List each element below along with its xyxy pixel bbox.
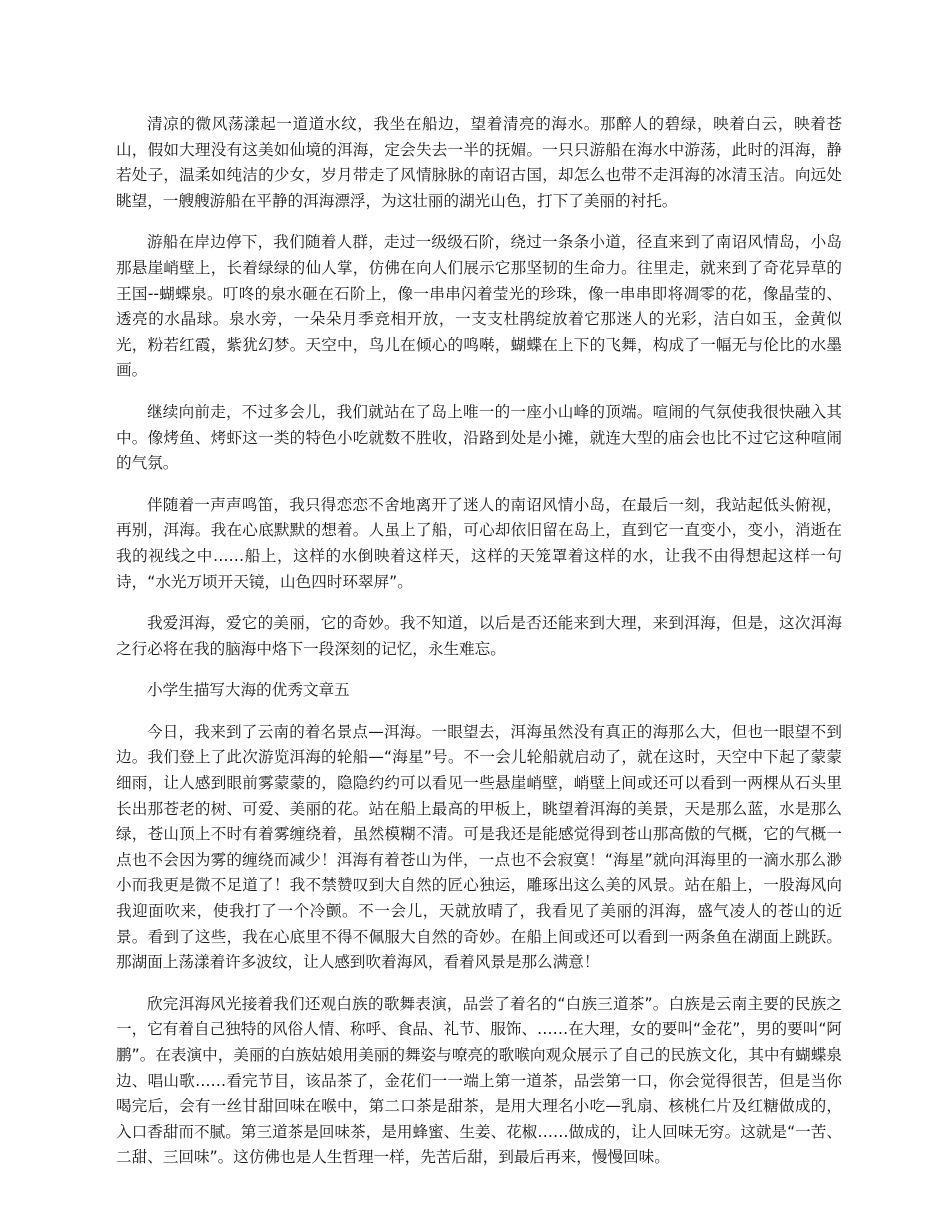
section-heading: 小学生描写大海的优秀文章五 — [147, 681, 350, 700]
paragraph-3: 继续向前走，不过多会儿，我们就站在了岛上唯一的一座小山峰的顶端。喧闹的气氛使我很快融入其中。像烤鱼、烤虾这一类的特色小吃就数不胜收，沿路到处是小摊，就连大型的庙会也比不过它这种喧闹的气氛。 — [116, 402, 842, 473]
paragraph-4: 伴随着一声声鸣笛，我只得恋恋不舍地离开了迷人的南诏风情小岛，在最后一刻，我站起低头俯视，再别，洱海。我在心底默默的想着。人虽上了船，可心却依旧留在岛上，直到它一直变小，变小，消逝在我的视线之中……船上，这样的水倒映着这样天，这样的天笼罩着这样的水，让我不由得想起这样一句诗，“水光万顷开天镜，山色四时环翠屏”。 — [116, 495, 842, 591]
paragraph-7: 欣完洱海风光接着我们还观白族的歌舞表演，品尝了着名的“白族三道茶”。白族是云南主要的民族之一，它有着自己独特的风俗人情、称呼、食品、礼节、服饰、……在大理，女的要叫“金花”，男的要叫“阿鹏”。在表演中，美丽的白族姑娘用美丽的舞姿与嘹亮的歌喉向观众展示了自己的民族文化，其中有蝴蝶泉边、唱山歌……看完节目，该品茶了，金花们一一端上第一道茶，品尝第一口，你会觉得很苦，但是当你喝完后，会有一丝甘甜回味在喉中，第二口茶是甜茶，是用大理名小吃—乳扇、核桃仁片及红糖做成的，入口香甜而不腻。第三道茶是回味茶，是用蜂蜜、生姜、花椒……做成的，让人回味无穷。这就是“一苦、二甜、三回味”。这仿佛也是人生哲理一样，先苦后甜，到最后再来，慢慢回味。 — [116, 994, 842, 1167]
document-body — [116, 112, 842, 1187]
paragraph-5: 我爱洱海，爱它的美丽，它的奇妙。我不知道，以后是否还能来到大理，来到洱海，但是，这次洱海之行必将在我的脑海中烙下一段深刻的记忆，永生难忘。 — [116, 614, 842, 658]
paragraph-2: 游船在岸边停下，我们随着人群，走过一级级石阶，绕过一条条小道，径直来到了南诏风情岛，小岛那悬崖峭壁上，长着绿绿的仙人掌，仿佛在向人们展示它那坚韧的生命力。往里走，就来到了奇花异草的王国--蝴蝶泉。叮咚的泉水砸在石阶上，像一串串闪着莹光的珍珠，像一串串即将凋零的花，像晶莹的、透亮的水晶球。泉水旁，一朵朵月季竞相开放，一支支杜鹃绽放着它那迷人的光彩，洁白如玉，金黄似光，粉若红霞，紫犹幻梦。天空中，鸟儿在倾心的鸣啭，蝴蝶在上下的飞舞，构成了一幅无与伦比的水墨画。 — [116, 233, 842, 380]
paragraph-1: 清凉的微风荡漾起一道道水纹，我坐在船边，望着清亮的海水。那醉人的碧绿，映着白云，映着苍山，假如大理没有这美如仙境的洱海，定会失去一半的抚媚。一只只游船在海水中游荡，此时的洱海，静若处子，温柔如纯洁的少女，岁月带走了风情脉脉的南诏古国，却怎么也带不走洱海的冰清玉洁。向远处眺望，一艘艘游船在平静的洱海漂浮，为这壮丽的湖光山色，打下了美丽的衬托。 — [116, 115, 842, 210]
paragraph-6: 今日，我来到了云南的着名景点—洱海。一眼望去，洱海虽然没有真正的海那么大，但也一眼望不到边。我们登上了此次游览洱海的轮船—“海星”号。不一会儿轮船就启动了，就在这时，天空中下起了蒙蒙细雨，让人感到眼前雾蒙蒙的，隐隐约约可以看见一些悬崖峭壁，峭壁上间或还可以看到一两棵从石头里长出那苍老的树、可爱、美丽的花。站在船上最高的甲板上，眺望着洱海的美景，天是那么蓝，水是那么绿，苍山顶上不时有着雾缠绕着，虽然模糊不清。可是我还是能感觉得到苍山那高傲的气概，它的气概一点也不会因为雾的缠绕而减少！洱海有着苍山为伴，一点也不会寂寞！“海星”就向洱海里的一滴水那么渺小而我更是微不足道了！我不禁赞叹到大自然的匠心独运，雕琢出这么美的风景。站在船上，一股海风向我迎面吹来，使我打了一个冷颤。不一会儿，天就放晴了，我看见了美丽的洱海，盛气凌人的苍山的近景。看到了这些，我在心底里不得不佩服大自然的奇妙。在船上间或还可以看到一两条鱼在湖面上跳跃。那湖面上荡漾着许多波纹，让人感到吹着海风，看着风景是那么满意！ — [116, 722, 842, 972]
